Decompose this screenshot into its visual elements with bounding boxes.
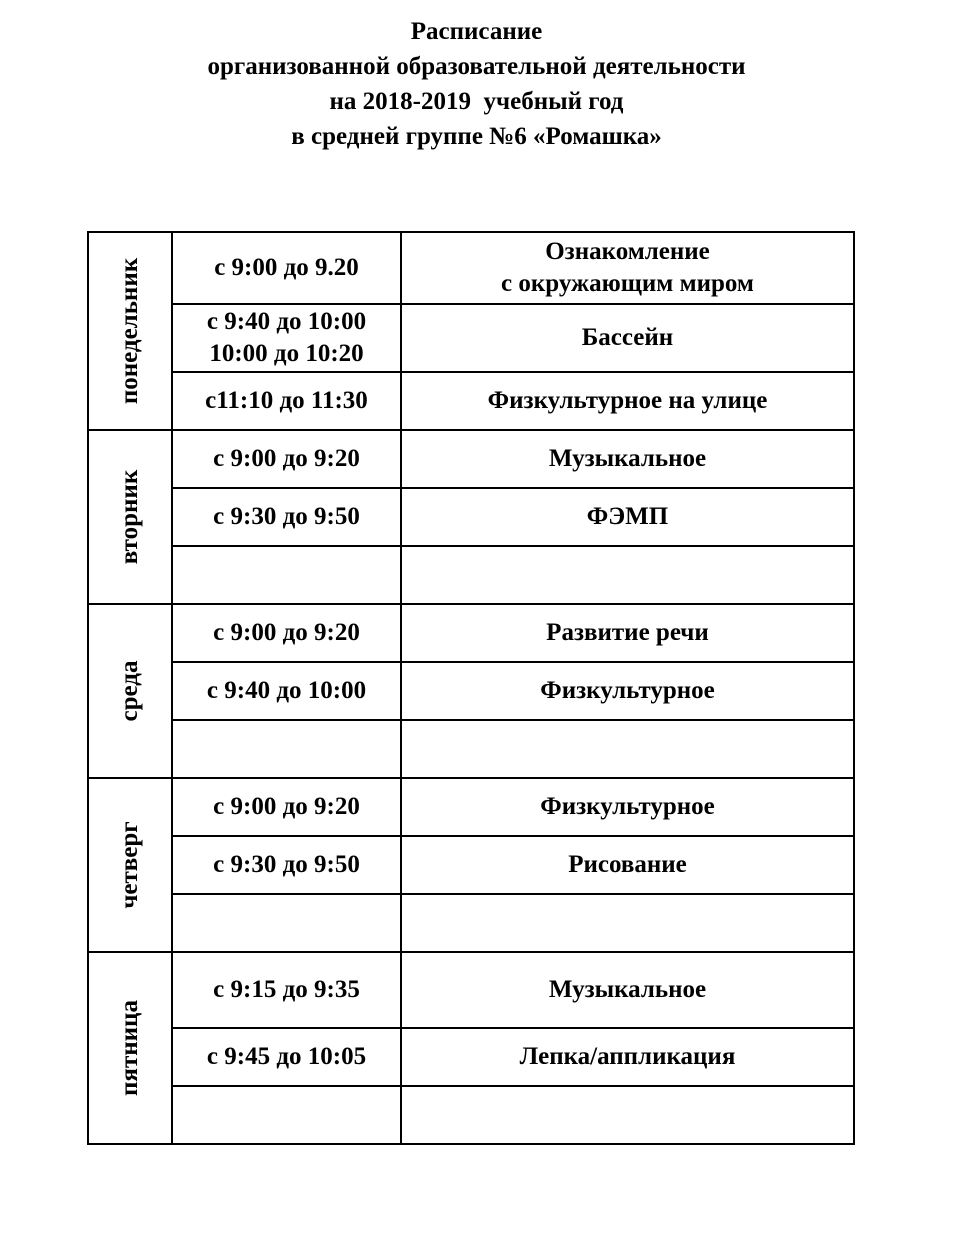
activity-cell — [401, 304, 854, 372]
time-text: с 9:00 до 9:20 — [213, 445, 360, 472]
title-line-2: организованной образовательной деятельности — [207, 53, 746, 80]
activity-text: ФЭМП — [586, 503, 669, 530]
day-label: четверг — [116, 821, 143, 909]
time-cell — [172, 836, 401, 894]
activity-cell — [401, 1086, 854, 1144]
activity-text: Ознакомление — [545, 238, 710, 265]
time-cell — [172, 546, 401, 604]
activity-cell — [401, 372, 854, 430]
title-line-3: на 2018-2019 учебный год — [329, 88, 624, 115]
time-text: с 9:00 до 9.20 — [214, 254, 359, 281]
activity-cell — [401, 232, 854, 304]
activity-text: Физкультурное на улице — [487, 387, 768, 414]
time-text: с 9:30 до 9:50 — [213, 503, 360, 530]
schedule-row — [88, 372, 854, 430]
time-cell — [172, 894, 401, 952]
time-text: с 9:15 до 9:35 — [213, 976, 360, 1003]
schedule-row — [88, 232, 854, 304]
time-text: с 9:00 до 9:20 — [213, 619, 360, 646]
day-label: вторник — [116, 469, 143, 565]
activity-text: Лепка/аппликация — [519, 1043, 736, 1070]
time-text: с 9:00 до 9:20 — [213, 793, 360, 820]
time-cell — [172, 1086, 401, 1144]
activity-cell — [401, 836, 854, 894]
time-cell — [172, 1028, 401, 1086]
day-label: понедельник — [116, 257, 143, 405]
day-label: среда — [116, 660, 143, 722]
schedule-body — [88, 232, 854, 1144]
time-text: с11:10 до 11:30 — [205, 387, 368, 414]
time-text: с 9:40 до 10:00 — [206, 677, 367, 704]
schedule-row — [88, 952, 854, 1028]
activity-cell — [401, 662, 854, 720]
time-cell — [172, 952, 401, 1028]
time-cell — [172, 488, 401, 546]
activity-text: Музыкальное — [548, 445, 707, 472]
activity-cell — [401, 894, 854, 952]
time-text: с 9:40 до 10:00 — [206, 308, 367, 335]
day-label: пятница — [116, 1000, 143, 1096]
time-cell — [172, 372, 401, 430]
time-cell — [172, 662, 401, 720]
time-cell — [172, 430, 401, 488]
time-cell — [172, 604, 401, 662]
activity-cell — [401, 430, 854, 488]
schedule-title — [0, 14, 953, 154]
day-cell — [88, 952, 172, 1144]
activity-text: с окружающим миром — [501, 270, 754, 297]
schedule-row — [88, 1028, 854, 1086]
schedule-row — [88, 488, 854, 546]
schedule-row — [88, 546, 854, 604]
schedule-row — [88, 778, 854, 836]
activity-text: Физкультурное — [540, 793, 715, 820]
time-cell — [172, 778, 401, 836]
schedule-row — [88, 1086, 854, 1144]
activity-cell — [401, 952, 854, 1028]
schedule-table — [87, 231, 855, 1145]
time-text: с 9:45 до 10:05 — [206, 1043, 367, 1070]
activity-text: Музыкальное — [548, 976, 707, 1003]
day-cell — [88, 604, 172, 778]
time-cell — [172, 304, 401, 372]
activity-text: Развитие речи — [546, 619, 709, 646]
time-text: 10:00 до 10:20 — [209, 340, 364, 367]
schedule-row — [88, 430, 854, 488]
schedule-row — [88, 662, 854, 720]
activity-text: Бассейн — [581, 324, 674, 351]
activity-cell — [401, 1028, 854, 1086]
activity-text: Рисование — [568, 851, 687, 878]
schedule-row — [88, 720, 854, 778]
activity-text: Физкультурное — [540, 677, 715, 704]
day-cell — [88, 430, 172, 604]
day-cell — [88, 232, 172, 430]
activity-cell — [401, 604, 854, 662]
time-text: с 9:30 до 9:50 — [213, 851, 360, 878]
activity-cell — [401, 488, 854, 546]
time-cell — [172, 232, 401, 304]
schedule-row — [88, 604, 854, 662]
activity-cell — [401, 546, 854, 604]
schedule-row — [88, 836, 854, 894]
time-cell — [172, 720, 401, 778]
activity-cell — [401, 778, 854, 836]
schedule-row — [88, 304, 854, 372]
title-line-1: Расписание — [410, 18, 543, 45]
day-cell — [88, 778, 172, 952]
activity-cell — [401, 720, 854, 778]
title-line-4: в средней группе №6 «Ромашка» — [291, 123, 662, 150]
schedule-row — [88, 894, 854, 952]
